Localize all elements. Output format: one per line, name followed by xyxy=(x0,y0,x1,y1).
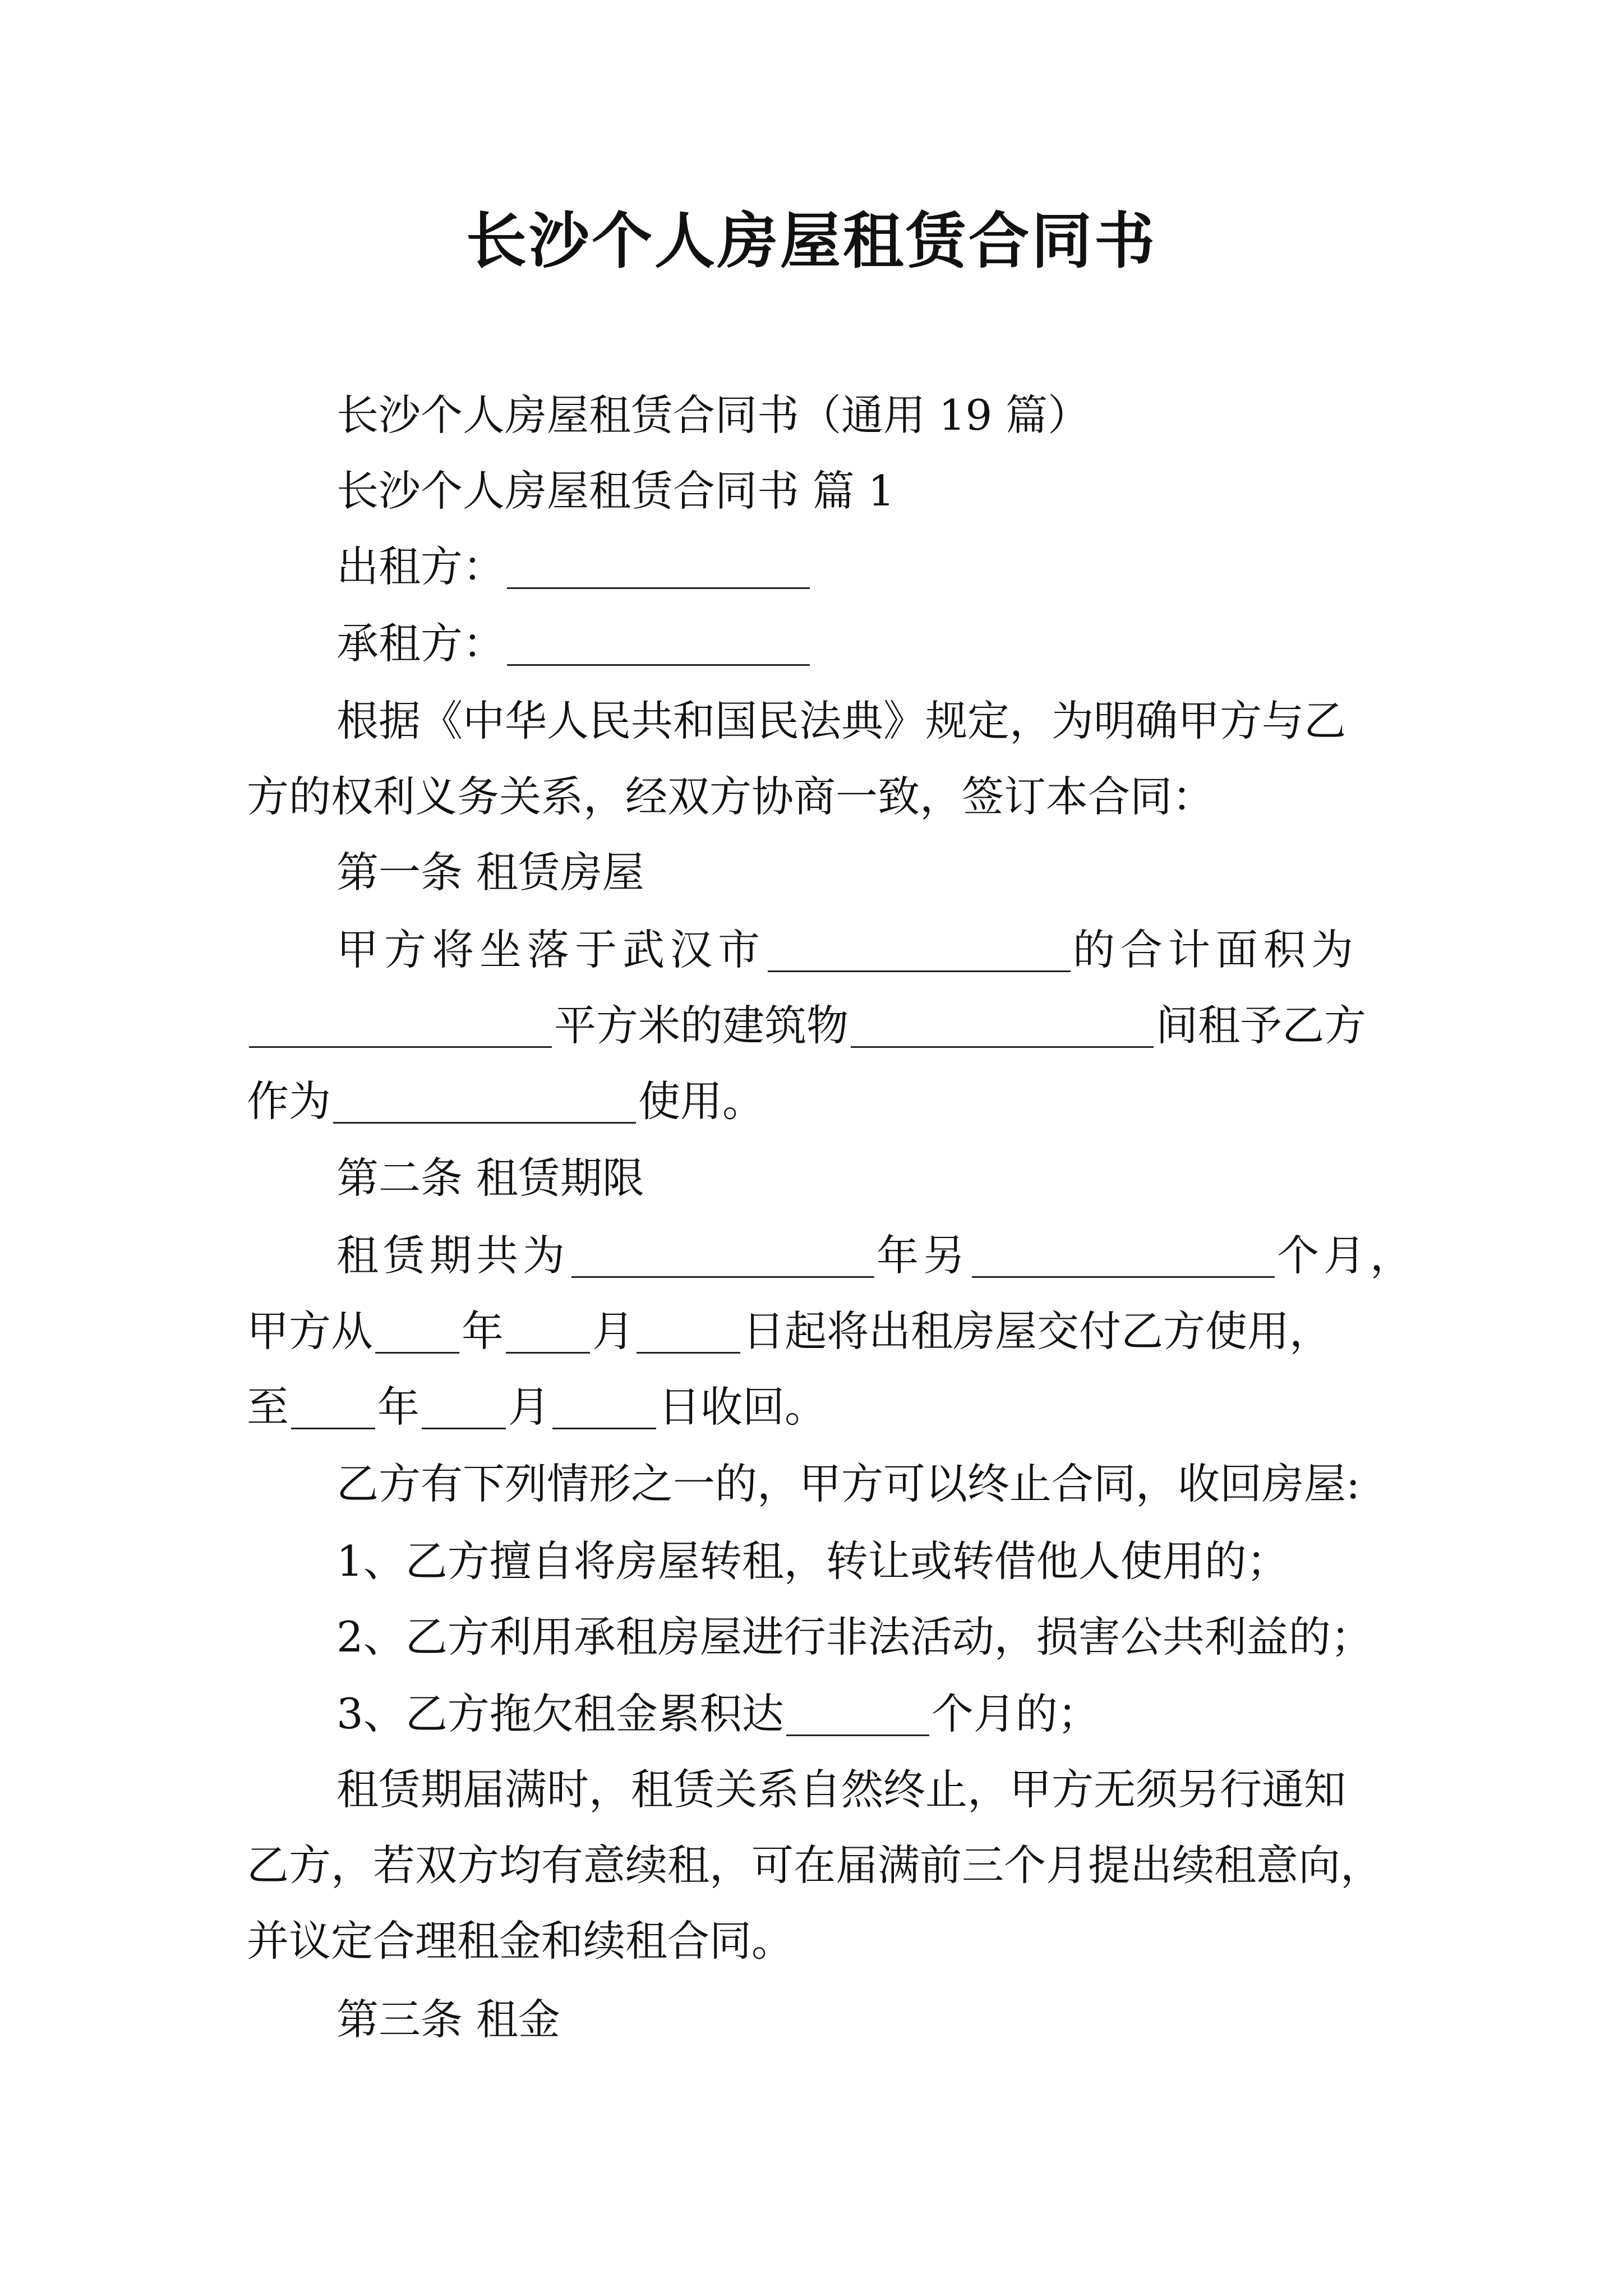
termination-item-3-text-b: 个月的； xyxy=(931,1689,1100,1738)
article-1-line-3 xyxy=(247,1070,1413,1132)
lessor-label: 出租方： xyxy=(336,542,505,591)
termination-item-2: 2、乙方利用承租房屋进行非法活动，损害公共利益的； xyxy=(336,1612,1373,1662)
article-1-text-b: 的合计面积为 xyxy=(1073,925,1359,974)
preamble-line-2: 方的权利义务关系，经双方协商一致，签订本合同： xyxy=(247,772,1215,821)
document-title: 长沙个人房屋租赁合同书 xyxy=(465,206,1157,277)
article-2-line-2 xyxy=(247,1300,1413,1362)
lease-months-blank xyxy=(972,1231,1275,1278)
article-1-line-2 xyxy=(247,995,1413,1056)
year-text: 年 xyxy=(462,1306,504,1356)
start-day-blank xyxy=(637,1307,740,1354)
end-year-blank xyxy=(291,1383,375,1429)
renewal-line-2: 乙方，若双方均有意续租，可在届满前三个月提出续租意向， xyxy=(247,1841,1383,1890)
preamble-line-1: 根据《中华人民共和国民法典》规定，为明确甲方与乙 xyxy=(336,696,1347,746)
year-text: 年 xyxy=(377,1382,420,1432)
renewal-line-3: 并议定合理租金和续租合同。 xyxy=(247,1916,794,1966)
article-1-title: 第一条 租赁房屋 xyxy=(336,848,644,897)
article-1-text-a: 甲方将坐落于武汉市 xyxy=(336,925,766,974)
location-blank xyxy=(768,926,1071,972)
article-2-text-f: 至 xyxy=(247,1382,289,1432)
article-2-text-b: 年另 xyxy=(877,1231,970,1280)
article-2-title: 第二条 租赁期限 xyxy=(336,1153,644,1203)
start-year-blank xyxy=(375,1307,459,1354)
termination-intro: 乙方有下列情形之一的，甲方可以终止合同，收回房屋: xyxy=(336,1459,1361,1508)
month-text: 月 xyxy=(508,1382,551,1432)
article-2-text-e: 日起将出租房屋交付乙方使用， xyxy=(743,1306,1332,1356)
lessee-line xyxy=(336,613,1413,674)
article-2-text-g: 日收回。 xyxy=(658,1382,827,1432)
termination-item-3-text-a: 3、乙方拖欠租金累积达 xyxy=(336,1689,784,1738)
arrears-months-blank xyxy=(786,1690,929,1736)
building-blank xyxy=(851,1001,1154,1048)
article-3-title: 第三条 租金 xyxy=(336,1995,560,2044)
article-2-text-d: 甲方从 xyxy=(247,1306,374,1356)
lessor-line xyxy=(336,536,1413,597)
usage-blank xyxy=(333,1077,636,1124)
article-2-text-c: 个月， xyxy=(1277,1231,1417,1280)
end-day-blank xyxy=(552,1383,656,1429)
area-blank xyxy=(249,1001,552,1048)
lease-years-blank xyxy=(571,1231,874,1278)
start-month-blank xyxy=(506,1307,590,1354)
renewal-line-1: 租赁期届满时，租赁关系自然终止，甲方无须另行通知 xyxy=(336,1765,1347,1814)
document-subtitle: 长沙个人房屋租赁合同书（通用 19 篇） xyxy=(336,390,1090,440)
article-1-text-d: 间租予乙方 xyxy=(1156,1001,1367,1050)
termination-item-1: 1、乙方擅自将房屋转租，转让或转借他人使用的； xyxy=(336,1536,1289,1586)
lessee-blank xyxy=(507,619,810,666)
article-1-text-c: 平方米的建筑物 xyxy=(554,1001,849,1050)
month-text: 月 xyxy=(592,1306,635,1356)
lessee-label: 承租方： xyxy=(336,619,505,668)
end-month-blank xyxy=(422,1383,506,1429)
termination-item-3 xyxy=(336,1683,1413,1745)
article-1-line-1 xyxy=(336,919,1413,981)
lessor-blank xyxy=(507,542,810,589)
article-2-line-1 xyxy=(336,1225,1417,1286)
section-heading: 长沙个人房屋租赁合同书 篇 1 xyxy=(336,466,895,516)
article-1-text-e: 作为 xyxy=(247,1076,331,1126)
article-2-text-a: 租赁期共为 xyxy=(336,1231,570,1280)
article-1-text-f: 使用。 xyxy=(638,1076,765,1126)
article-2-line-3 xyxy=(247,1376,1413,1438)
